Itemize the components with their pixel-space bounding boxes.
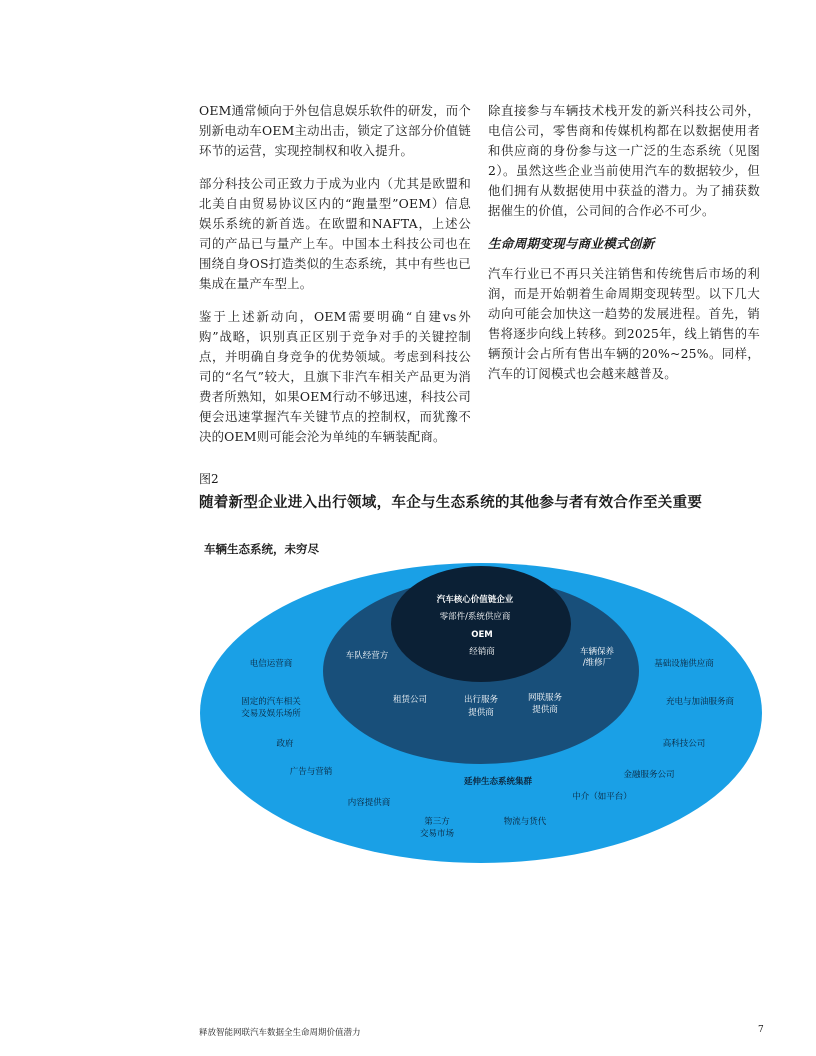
middle-ring-label: 网联服务 [527, 693, 563, 703]
outer-ring-label: 高科技公司 [662, 739, 706, 749]
footer-title: 释放智能网联汽车数据全生命周期价值潜力 [199, 1028, 361, 1038]
middle-ring-label: 车辆保养 [579, 647, 615, 657]
outer-ring-label: 基础设施供应商 [654, 659, 714, 669]
outer-ring-label: 固定的汽车相关 [241, 697, 301, 707]
outer-ring-label: 中介（如平台） [572, 792, 632, 802]
body-paragraph: 除直接参与车辆技术栈开发的新兴科技公司外，电信公司，零售商和传媒机构都在以数据使用者和供应商的身份参与这一广泛的生态系统（见图2）。虽然这些企业当前使用汽车的数据较少，但他们拥有从数据使用中获益的潜力。为了捕获数据催生的价值，公司间的合作必不可少。 [488, 103, 760, 218]
outer-ring-label: 物流与货代 [503, 817, 547, 827]
outer-ring-label: 政府 [276, 739, 294, 749]
middle-ring-label: 租赁公司 [392, 695, 428, 705]
core-item-oem: OEM [471, 630, 493, 640]
core-item: 经销商 [469, 647, 495, 657]
ecosystem-heading: 车辆生态系统，未穷尽 [204, 542, 319, 556]
body-paragraph: 鉴于上述新动向，OEM需要明确“自建vs外购”战略，识别真正区别于竞争对手的关键控制点，并明确自身竞争的优势领域。考虑到科技公司的“名气”较大，且旗下非汽车相关产品更为消费者所熟知，如果OEM行动不够迅速，科技公司便会迅速掌握汽车关键节点的控制权，而犹豫不决的OEM则可能会沦为单纯的车辆装配商。 [199, 309, 471, 444]
ecosystem-diagram [199, 560, 759, 865]
section-subheading: 生命周期变现与商业模式创新 [488, 236, 655, 251]
outer-ring-label: 充电与加油服务商 [665, 697, 735, 707]
figure-label: 图2 [199, 472, 219, 486]
ecosystem-svg [199, 560, 759, 865]
left-text-column [199, 101, 471, 460]
middle-ring-label: 提供商 [532, 705, 558, 715]
page-number: 7 [758, 1025, 764, 1035]
inner-core [391, 566, 571, 682]
outer-ring-label: 电信运营商 [249, 659, 293, 669]
figure-title: 随着新型企业进入出行领域，车企与生态系统的其他参与者有效合作至关重要 [199, 494, 703, 511]
middle-ring-label: 出行服务 [463, 695, 499, 705]
body-paragraph: OEM通常倾向于外包信息娱乐软件的研发，而个别新电动车OEM主动出击，锁定了这部分价值链环节的运营，实现控制权和收入提升。 [199, 103, 471, 158]
middle-ring-label: /维修厂 [582, 658, 612, 668]
outer-ring-label: 交易及娱乐场所 [241, 709, 301, 719]
core-item: 零部件/系统供应商 [439, 612, 511, 622]
outer-ring-label: 第三方 [424, 817, 450, 827]
outer-ring-label: 广告与营销 [289, 767, 333, 777]
body-paragraph: 部分科技公司正致力于成为业内（尤其是欧盟和北美自由贸易协议区内的“跑量型”OEM）信息娱乐系统的新首选。在欧盟和NAFTA，上述公司的产品已与量产上车。中国本土科技公司也在围绕自身OS打造类似的生态系统，其中有些也已集成在量产车型上。 [199, 176, 471, 291]
outer-ring-title: 延伸生态系统集群 [463, 777, 533, 787]
core-title: 汽车核心价值链企业 [436, 595, 514, 605]
outer-ring-label: 金融服务公司 [623, 770, 675, 780]
body-paragraph: 汽车行业已不再只关注销售和传统售后市场的利润，而是开始朝着生命周期变现转型。以下几大动向可能会加快这一趋势的发展进程。首先，销售将逐步向线上转移。到2025年，线上销售的车辆预计会占所有售出车辆的20%~25%。同样，汽车的订阅模式也会越来越普及。 [488, 266, 760, 381]
right-text-column [488, 101, 760, 397]
outer-ring-label: 交易市场 [419, 829, 455, 839]
middle-ring-label: 提供商 [468, 708, 494, 718]
middle-ring-label: 车队经营方 [345, 651, 389, 661]
outer-ring-label: 内容提供商 [347, 798, 391, 808]
